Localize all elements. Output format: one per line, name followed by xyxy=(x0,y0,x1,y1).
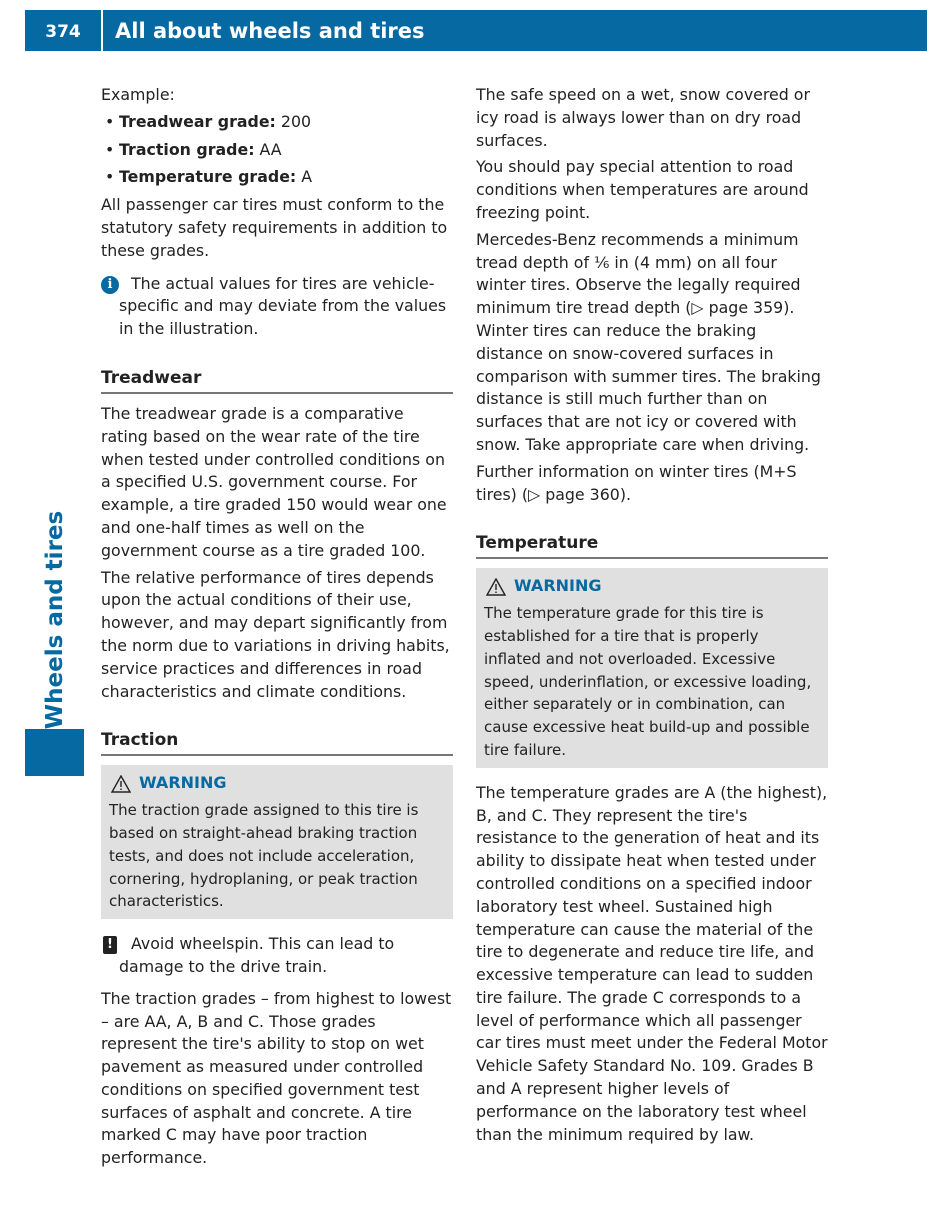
treadwear-paragraph-1: The treadwear grade is a comparative rating based on the wear rate of the tire when tested under controlled conditions on a specified U.S. government course. For example, a tire graded 150 would wear one and one-half times as well on the government course as a tire graded 100. xyxy=(101,403,447,560)
tread-depth-paragraph: Mercedes-Benz recommends a minimum tread depth of ⅙ in (4 mm) on all four winter tires. Observe the legally required minimum tire tread depth (▷ page 359). Winter tires can reduce the braking distance on snow-covered surfaces in comparison with summer tires. The braking distance is still much further than on surfaces that are not icy or covered with snow. Take appropriate care when driving. xyxy=(476,229,821,454)
warning-header xyxy=(109,772,445,795)
warning-triangle-icon xyxy=(111,775,131,793)
grade-value: AA xyxy=(259,139,282,159)
treadwear-heading: Treadwear xyxy=(101,368,453,394)
temperature-heading: Temperature xyxy=(476,533,828,559)
bullet-icon: • xyxy=(105,139,115,159)
side-tab-label[interactable]: Wheels and tires xyxy=(42,510,68,730)
winter-tires-paragraph[interactable]: Further information on winter tires (M+S tires) (▷ page 360). xyxy=(476,461,797,504)
header-divider xyxy=(101,10,103,51)
warning-text: The temperature grade for this tire is established for a tire that is properly inflated and not overloaded. Excessive speed, underinflation, or excessive loading, either separately or in combination, can cause excessive heat build-up and possible tire failure. xyxy=(484,604,812,759)
wheelspin-note-text: Avoid wheelspin. This can lead to damage to the drive train. xyxy=(119,934,395,976)
grade-label: Treadwear grade: xyxy=(119,111,276,131)
list-item xyxy=(101,166,453,189)
safe-speed-paragraph: The safe speed on a wet, snow covered or icy road is always lower than on dry road surfaces. xyxy=(476,85,810,150)
treadwear-paragraph-2: The relative performance of tires depends upon the actual conditions of their use, however, and may depart significantly from the norm due to variations in driving habits, service practices and differences in road characteristics and climate conditions. xyxy=(101,567,450,701)
bullet-icon: • xyxy=(105,111,115,131)
grade-label: Traction grade: xyxy=(119,139,255,159)
info-note xyxy=(101,273,453,341)
example-label: Example: xyxy=(101,85,175,104)
warning-title: WARNING xyxy=(514,576,602,596)
warning-triangle-icon xyxy=(486,578,506,596)
road-conditions-paragraph: You should pay special attention to road conditions when temperatures are around freezing point. xyxy=(476,157,809,222)
left-column xyxy=(101,84,453,1174)
conform-paragraph: All passenger car tires must conform to the statutory safety requirements in addition to these grades. xyxy=(101,195,448,260)
bullet-icon: • xyxy=(105,167,115,187)
warning-title: WARNING xyxy=(139,773,227,793)
page-header xyxy=(25,10,927,51)
right-column xyxy=(476,84,828,1150)
traction-paragraph: The traction grades – from highest to lowest – are AA, A, B and C. Those grades represent the tire's ability to stop on wet pavement as measured under controlled conditions on specified government test surfaces of asphalt and concrete. A tire marked C may have poor traction performance. xyxy=(101,988,452,1168)
list-item xyxy=(101,139,453,162)
grade-label: Temperature grade: xyxy=(119,167,297,187)
warning-header xyxy=(484,575,820,598)
warning-text: The traction grade assigned to this tire is based on straight-ahead braking traction tests, and does not include acceleration, cornering, hydroplaning, or peak traction characteristics. xyxy=(109,801,419,911)
grades-list xyxy=(101,111,453,189)
exclamation-icon: ! xyxy=(103,936,117,954)
temperature-warning-box xyxy=(476,568,828,767)
grade-value: 200 xyxy=(280,111,312,131)
page-number: 374 xyxy=(45,22,81,42)
page-title: All about wheels and tires xyxy=(115,19,425,43)
info-icon: i xyxy=(101,276,119,294)
side-tab-marker xyxy=(25,729,84,776)
wheelspin-note xyxy=(101,933,453,979)
list-item xyxy=(101,111,453,134)
traction-heading: Traction xyxy=(101,730,453,756)
info-note-text: The actual values for tires are vehicle-specific and may deviate from the values in the illustration. xyxy=(119,273,447,339)
traction-warning-box xyxy=(101,765,453,919)
grade-value: A xyxy=(301,167,313,187)
temperature-paragraph: The temperature grades are A (the highest), B, and C. They represent the tire's resistance to the generation of heat and its ability to dissipate heat when tested under controlled conditions on a specified indoor laboratory test wheel. Sustained high temperature can cause the material of the tire to degenerate and reduce tire life, and excessive temperature can lead to sudden tire failure. The grade C corresponds to a level of performance which all passenger car tires must meet under the Federal Motor Vehicle Safety Standard No. 109. Grades B and A represent higher levels of performance on the laboratory test wheel than the minimum required by law. xyxy=(476,782,828,1144)
